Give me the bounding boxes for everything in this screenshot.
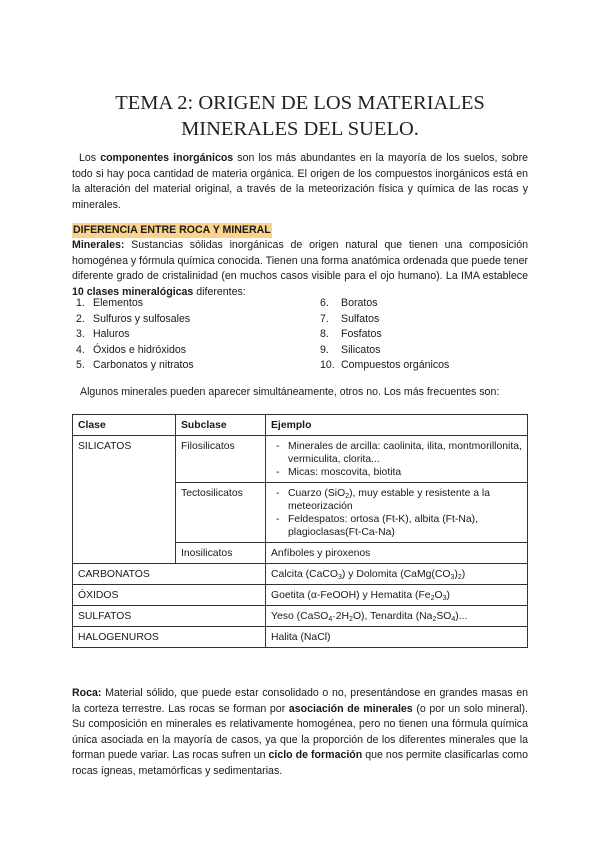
table-row (73, 564, 528, 585)
list-item: 4. Óxidos e hidróxidos (76, 343, 187, 356)
minerals-table (72, 414, 528, 648)
list-item: 9. Silicatos (320, 343, 381, 356)
list-item: 1. Elementos (76, 297, 144, 309)
list-item: 7. Sulfatos (320, 312, 380, 325)
table-header-row (73, 415, 528, 436)
list-item: 10. Compuestos orgánicos (320, 359, 450, 372)
mineral-classes-list-right (320, 296, 449, 374)
cell-halogenuros-example: Halita (NaCl) (266, 627, 528, 648)
cell-tectosilicatos-examples: - Cuarzo (SiO$_2$), muy estable y resistente a la meteorización - Feldespatos: ortosa (Ft-K), albita (Ft-Na), plagioclasas(Ft-Ca-Na) (266, 483, 528, 543)
cell-filosilicatos-examples: - Minerales de arcilla: caolinita, ilita, montmorillonita, vermiculita, clorita... - Micas: moscovita, biotita (266, 436, 528, 483)
mineral-classes-list-left (76, 296, 194, 374)
cell-sulfatos: SULFATOS (73, 606, 266, 627)
list-item: 8. Fosfatos (320, 328, 382, 341)
cell-carbonatos: CARBONATOS (73, 564, 266, 585)
minerales-label: Minerales: (72, 239, 125, 251)
cell-tectosilicatos: Tectosilicatos (176, 483, 266, 543)
cell-sulfatos-example: Yeso $(CaSO_4\cdot 2H_2O)$, Tenardita $(Na_2SO_4)$... (266, 606, 528, 627)
list-item: 3. Haluros (76, 328, 130, 341)
intro-bold-term: componentes inorgánicos (100, 152, 234, 164)
section-heading: DIFERENCIA ENTRE ROCA Y MINERAL (73, 224, 271, 236)
cell-carbonatos-example: Calcita (CaCO$_3$) y Dolomita $(CaMg(CO_3)_2)$ (266, 564, 528, 585)
roca-label: Roca: (72, 687, 102, 699)
title-line-1: TEMA 2: ORIGEN DE LOS MATERIALES (115, 92, 485, 114)
header-clase: Clase (73, 415, 176, 436)
header-subclase: Subclase (176, 415, 266, 436)
cell-inosilicatos-example: Anfíboles y piroxenos (266, 543, 528, 564)
header-ejemplo: Ejemplo (266, 415, 528, 436)
cell-halogenuros: HALOGENUROS (73, 627, 266, 648)
minerales-paragraph: Minerales: Sustancias sólidas inorgánicas de origen natural que tienen una composición homogénea y fórmula química conocida. Tienen una forma anatómica ordenada que puede tener diferente grado de cristalinidad (en muchos casos visible para el ojo humano). La IMA establece 10 clases mineralógicas diferentes: (72, 239, 528, 298)
frequent-minerals-intro: Algunos minerales pueden aparecer simultáneamente, otros no. Los más frecuentes son: (80, 386, 500, 398)
list-item: 5. Carbonatos y nitratos (76, 359, 194, 372)
table-row (73, 627, 528, 648)
cell-silicatos: SILICATOS (73, 436, 176, 564)
table-row (73, 585, 528, 606)
ima-classes-count: 10 clases mineralógicas (72, 285, 194, 298)
roca-paragraph: Roca: Material sólido, que puede estar consolidado o no, presentándose en grandes masas en la corteza terrestre. Las rocas se forman por asociación de minerales (o por un solo mineral). Su composición en minerales es relativamente homogénea, pero no tienen una fórmula química única asociada en la mayoría de casos, ya que la proporción de los diferentes minerales que la forman puede variar. Las rocas sufren un ciclo de formación que nos permite clasificarlas como rocas ígneas, metamórficas y sedimentarias. (72, 687, 529, 777)
page-title (60, 90, 540, 142)
cell-inosilicatos: Inosilicatos (176, 543, 266, 564)
title-line-2: MINERALES DEL SUELO. (181, 118, 419, 140)
cell-oxidos-example: Goetita (α-FeOOH) y Hematita $(Fe_2O_3)$ (266, 585, 528, 606)
table-row (73, 436, 528, 483)
cell-oxidos: ÓXIDOS (73, 585, 266, 606)
intro-paragraph: Los componentes inorgánicos son los más abundantes en la mayoría de los suelos, sobre todo si hay poca cantidad de materia orgánica. El origen de los compuestos inorgánicos está en la alteración del material original, a través de la meteorización física y química de las rocas y minerales. (72, 152, 528, 211)
table-row (73, 606, 528, 627)
list-item: 2. Sulfuros y sulfosales (76, 312, 191, 325)
cell-filosilicatos: Filosilicatos (176, 436, 266, 483)
list-item: 6. Boratos (320, 297, 378, 309)
